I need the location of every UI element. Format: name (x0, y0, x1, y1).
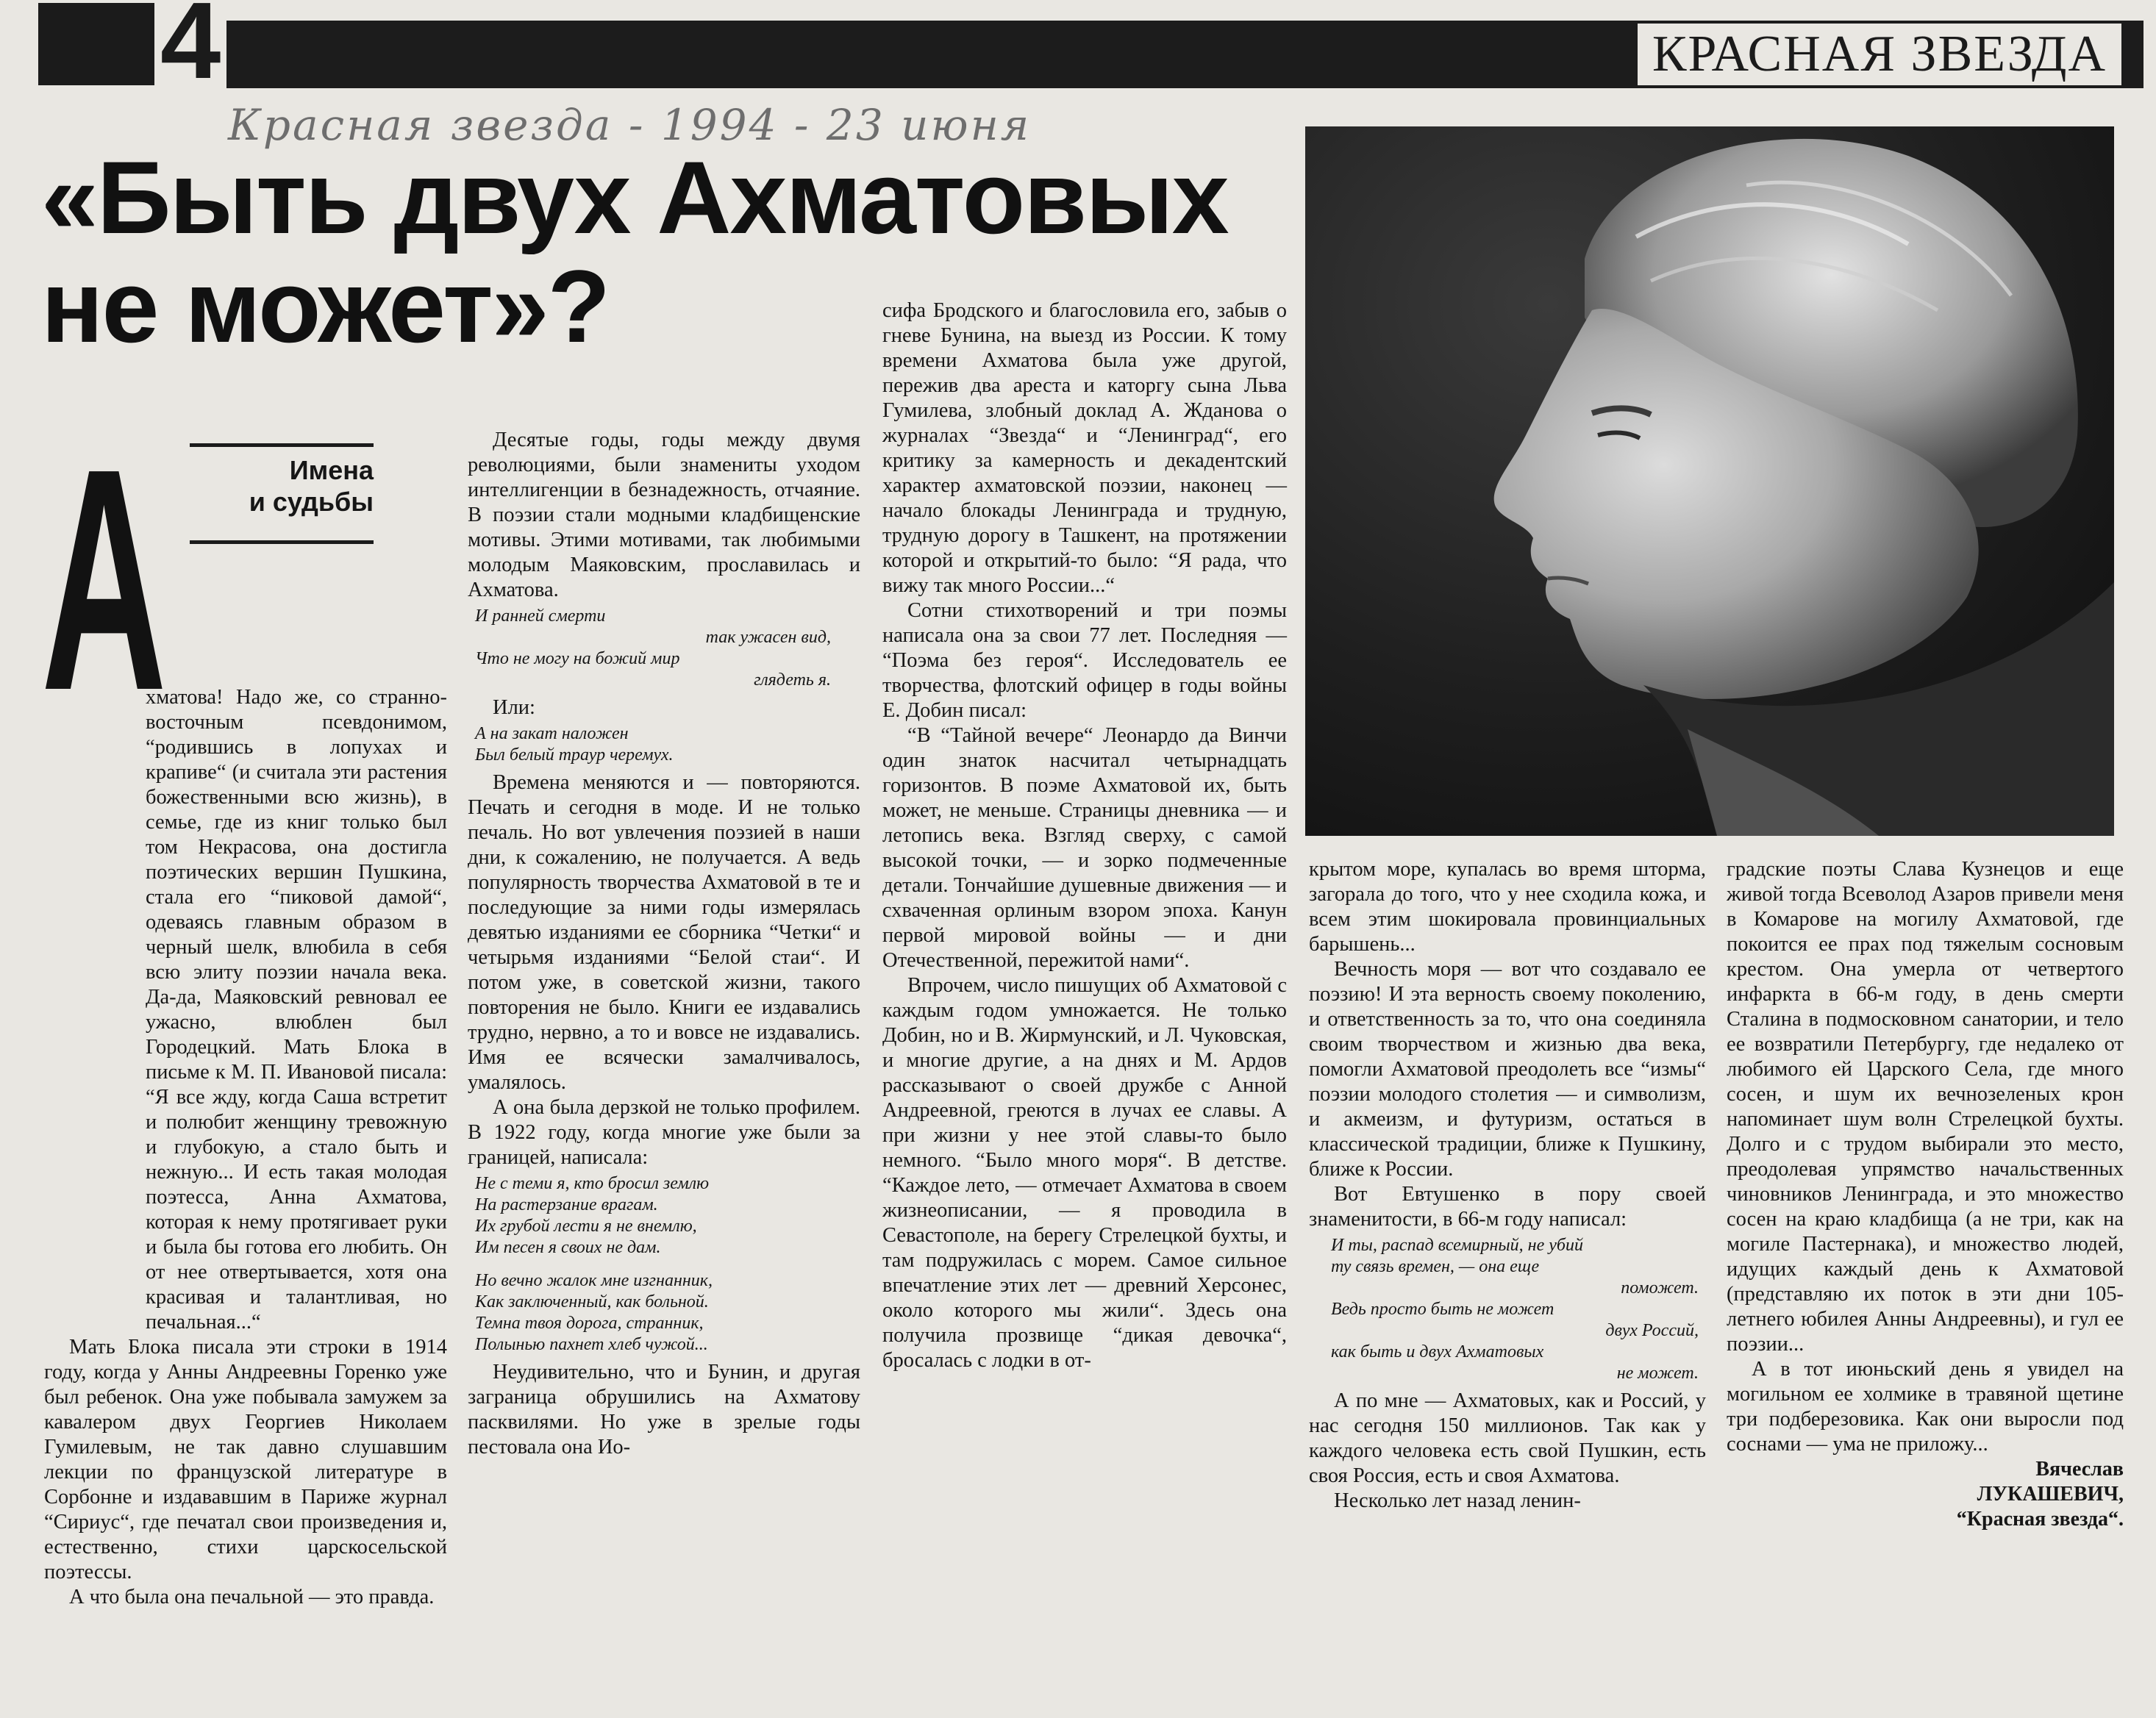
article-column-5 (1727, 857, 2124, 1532)
article-column-4 (1309, 857, 1706, 1514)
poem-line: поможет. (1621, 1278, 1699, 1298)
paragraph: градские поэты Слава Кузнецов и еще живой тогда Всеволод Азаров привели меня в Комарове на могилу Ахматовой, где покоится ее прах под тяжелым сосновым крестом. Она умерла от четвертого инфаркта в 66-м году, в день смерти Сталина в подмосковном санатории, и тело ее возвратили Петербургу, где недалеко от любимого ей Царского Села, где много сосен, и шум их вечнозеленых крон напоминает шум волн Стрелецкой бухты. Долго и с трудом выбирали это место, преодолевая упрямство начальственных чиновников Ленинграда, и это множество сосен на краю кладбища (а не три, как на могиле Пастернака), и множество людей, идущих каждый день к Ахматовой (представляю их поток в эти дни 105-летнего юбилея Анны Андреевны), и гул ее поэзии... (1727, 858, 2124, 1356)
portrait-photo (1305, 126, 2114, 836)
poem-line: как быть и двух Ахматовых (1331, 1342, 1544, 1361)
author-last-name: ЛУКАШЕВИЧ, (1977, 1483, 2124, 1506)
poem-line: Темна твоя дорога, странник, (475, 1314, 704, 1333)
paragraph: Мать Блока писала эти строки в 1914 году, когда у Анны Андреевны Горенко уже был ребенок. Она уже побывала замужем за кавалером двух Георгиев Николаем Гумилевым, не так давно слушавшим лекции по французской литературе в Сорбонне и издававшим в Париже журнал “Сириус“, где печатал свои произведения и, естественно, стихи царскосельской поэтессы. (44, 1336, 447, 1583)
paragraph: Сотни стихотворений и три поэмы написала она за свои 77 лет. Последняя — “Поэма без героя“. Исследователь ее творчества, флотский офицер в годы войны Е. Добин писал: (882, 599, 1287, 722)
paragraph: Несколько лет назад ленин- (1334, 1489, 1581, 1512)
poem-line: ту связь времен, — она еще (1331, 1257, 1540, 1276)
poem-line: И ты, распад всемирный, не убий (1331, 1236, 1583, 1255)
paragraph: А в тот июньский день я увидел на могильном ее холмике в травяной щетине три подберезовика. Как они выросли под соснами — ума не приложу... (1727, 1358, 2124, 1456)
paragraph: “В “Тайной вечере“ Леонардо да Винчи один знаток насчитал четырнадцать горизонтов. В поэме Ахматовой их, быть может, не меньше. Страницы дневника — и летопись века. Взгляд сверху, с самой высокой точки, — и зорко подмеченные детали. Тончайшие душевные движения — и схваченная орлиным взором эпоха. Канун первой мировой войны — и дни Отечественной, пережитой нами“. (882, 724, 1287, 972)
author-publication: “Красная звезда“. (1956, 1508, 2124, 1531)
poem-line: Что не могу на божий мир (475, 649, 680, 668)
poem-line: двух Россий, (1605, 1321, 1699, 1340)
poem-line: На растерзание врагам. (475, 1195, 658, 1214)
article-column-2 (468, 428, 860, 1460)
kicker-line-1: Имена (289, 455, 374, 485)
poem-line: Но вечно жалок мне изгнанник, (475, 1271, 713, 1290)
poem-line: Ведь просто быть не может (1331, 1300, 1554, 1319)
newspaper-name: КРАСНАЯ ЗВЕЗДА (1638, 24, 2121, 85)
poem-line: Их грубой лести я не внемлю, (475, 1217, 697, 1236)
article-column-1 (44, 685, 447, 1610)
header-bar (221, 21, 2143, 88)
poem-quote (468, 723, 860, 766)
paragraph: Или: (493, 696, 535, 719)
paragraph: Неудивительно, что и Бунин, и другая заграница обрушились на Ахматову пасквилями. Но уже в зрелые годы пестовала она Ио- (468, 1361, 860, 1458)
poem-line: Был белый траур черемух. (475, 745, 674, 765)
headline-line-2: не может»? (41, 248, 610, 365)
author-signature (1727, 1457, 2124, 1532)
paragraph: крытом море, купалась во время шторма, загорала до того, что у нее сходила кожа, и всем этим шокировала провинциальных барышень... (1309, 858, 1706, 956)
headline-line-1: «Быть двух Ахматовых (41, 140, 1228, 255)
author-first-name: Вячеслав (2035, 1458, 2124, 1481)
paragraph: Времена меняются и — повторяются. Печать и сегодня в моде. И не только печаль. Но вот увлечения поэзией в наши дни, к сожалению, не получается. А ведь популярность творчества Ахматовой в те и последующие за ними годы измерялась девятью изданиями ее сборника “Четки“ и четырьмя изданиями “Белой стаи“. И потом уже, в советской жизни, такого повторения не было. Книги ее издавались трудно, нервно, а то и вовсе не издавались. Имя ее всячески замалчивалось, умалялось. (468, 771, 860, 1094)
poem-quote (468, 1173, 860, 1356)
poem-quote (1309, 1235, 1706, 1384)
poem-line: глядеть я. (754, 670, 831, 690)
paragraph: хматова! Надо же, со странно-восточным псевдонимом, “родившись в лопухах и крапиве“ (и считала эти растения божественными всю жизнь), в семье, где из книг только был том Некрасова, она достигла поэтических вершин Пушкина, стала его “пиковой дамой“, одеваясь главным образом в черный шелк, влюбила в себя всю элиту поэзии начала века. Да-да, Маяковский ревновал ее ужасно, влюблен был Городецкий. Мать Блока в письме к М. П. Ивановой писала: “Я все жду, когда Саша встретит и полюбит женщину тревожную и глубокую, а стало быть и нежную... И есть такая молодая поэтесса, Анна Ахматова, которая к нему протягивает руки и была бы готова его любить. Он от нее отвертывается, хотя она красивая и талантливая, но печальная...“ (146, 686, 447, 1334)
poem-line: не может. (1616, 1364, 1699, 1383)
paragraph: Вот Евтушенко в пору своей знаменитости, в 66-м году написал: (1309, 1183, 1706, 1231)
paragraph: А что была она печальной — это правда. (69, 1586, 435, 1608)
portrait-photo-image (1305, 126, 2114, 836)
drop-cap: А (41, 404, 167, 756)
poem-line: И ранней смерти (475, 606, 606, 626)
paragraph: Вечность моря — вот что создавало ее поэзию! И эта верность своему поколению, и ответственность за то, что она соединяла своим творчеством и жизнью два века, помогли Ахматовой преодолеть все “измы“ поэзии молодого столетия — и символизм, и акмеизм, и футуризм, остаться в классической традиции, ближе к Пушкину, ближе к России. (1309, 958, 1706, 1181)
poem-line: Им песен я своих не дам. (475, 1238, 661, 1257)
page-number: 4 (154, 0, 226, 98)
paragraph: А она была дерзкой не только профилем. В 1922 году, когда многие уже были за границей, написала: (468, 1096, 860, 1169)
paragraph: Десятые годы, годы между двумя революциями, были знамениты уходом интеллигенции в безнадежность, отчаяние. В поэзии стали модными кладбищенские мотивы. Этими мотивами, так любимыми молодым Маяковским, прославилась и Ахматова. (468, 429, 860, 601)
kicker-line-2: и судьбы (249, 487, 374, 518)
handwritten-note: Красная звезда - 1994 - 23 июня (228, 100, 1032, 150)
poem-line: так ужасен вид, (705, 628, 831, 647)
paragraph: сифа Бродского и благословила его, забыв о гневе Бунина, на выезд из России. К тому времени Ахматова была уже другой, пережив два ареста и каторгу сына Льва Гумилева, злобный доклад А. Жданова о журналах “Звезда“ и “Ленинград“, его критику за камерность и декадентский характер ахматовской поэзии, наконец — начало блокады Ленинграда и трудную, трудную дорогу в Ташкент, на протяжении которой и открытий-то было: “Я рада, что вижу так много России...“ (882, 299, 1287, 597)
paragraph: Впрочем, число пишущих об Ахматовой с каждым годом умножается. Не только Добин, но и В. Жирмунский, и Л. Чуковская, и многие другие, а на днях и М. Ардов рассказывают о своей дружбе с Анной Андреевной, греются в лучах ее славы. А при жизни у нее этой славы-то было немного. “Было много моря“. В детстве. “Каждое лето, — отмечает Ахматова в своем жизнеописании, — я проводила в Севастополе, на берегу Стрелецкой бухты, и там подружилась с морем. Самое сильное впечатление этих лет — древний Херсонес, около которого мы жили“. Здесь она получила прозвище “дикая девочка“, бросалась с лодки в от- (882, 974, 1287, 1372)
paragraph: А по мне — Ахматовых, как и Россий, у нас сегодня 150 миллионов. Так как у каждого человека есть свой Пушкин, есть своя Россия, есть и своя Ахматова. (1309, 1389, 1706, 1487)
kicker-rule-bottom (190, 540, 374, 544)
poem-quote (468, 606, 860, 691)
poem-line: Полынью пахнет хлеб чужой... (475, 1335, 708, 1354)
section-kicker (190, 454, 374, 518)
article-column-3 (882, 298, 1287, 1373)
poem-line: А на закат наложен (475, 724, 629, 743)
poem-line: Не с теми я, кто бросил землю (475, 1174, 710, 1193)
poem-line: Как заключенный, как больной. (475, 1292, 709, 1311)
kicker-rule-top (190, 443, 374, 447)
